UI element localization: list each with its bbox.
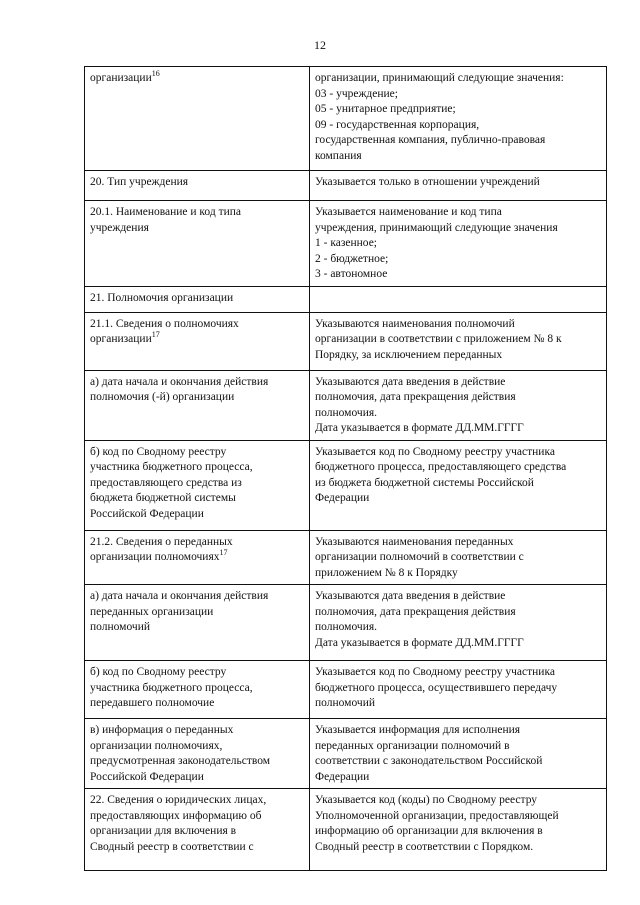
table-row — [85, 661, 607, 719]
field-description-line: компания — [315, 149, 362, 162]
field-name-line: а) дата начала и окончания действия — [90, 590, 269, 602]
field-name-cell — [85, 719, 310, 789]
field-description-cell — [310, 67, 607, 171]
table-row — [85, 789, 607, 871]
field-description-cell — [310, 719, 607, 789]
field-name-line: б) код по Сводному реестру — [90, 445, 227, 458]
field-description-line: Указывается информация для исполнения — [315, 724, 521, 736]
field-description-cell — [310, 312, 607, 370]
page-number: 12 — [314, 38, 326, 52]
field-description-cell — [310, 171, 607, 201]
field-name-line: участника бюджетного процесса, — [90, 461, 253, 473]
field-description-line: Дата указывается в формате ДД.ММ.ГГГГ — [315, 422, 524, 434]
table-row — [85, 440, 607, 530]
table-row — [85, 201, 607, 287]
field-description-line: из бюджета бюджетной системы Российской — [315, 476, 534, 489]
field-description-cell — [310, 201, 607, 287]
field-description-line: Указываются наименования переданных — [315, 535, 514, 548]
field-name-line: 20.1. Наименование и код типа — [90, 206, 242, 218]
field-description-cell — [310, 370, 607, 440]
field-description-line: приложением № 8 к Порядку — [315, 566, 458, 579]
field-name-cell — [85, 286, 310, 312]
field-name-line: 21.1. Сведения о полномочиях — [90, 317, 239, 330]
field-name-cell — [85, 789, 310, 871]
field-description-cell — [310, 286, 607, 312]
field-description-line: бюджетного процесса, предоставляющего средства — [315, 461, 567, 473]
field-description-line: организации, принимающий следующие значения: — [315, 72, 564, 84]
table-row — [85, 585, 607, 661]
field-name-line: 22. Сведения о юридических лицах, — [90, 794, 267, 806]
field-description-line: Федерации — [315, 770, 370, 783]
field-name-line: переданных организации — [90, 605, 214, 618]
field-description-line: Порядку, за исключением переданных — [315, 348, 503, 361]
field-description-line: 03 - учреждение; — [315, 87, 398, 100]
field-name-line: организации$^{17}$ — [90, 330, 160, 345]
footnote-mark: 17 — [151, 330, 160, 340]
footnote-mark: 17 — [219, 548, 228, 558]
field-description-line: Сводный реестр в соответствии с Порядком. — [315, 840, 534, 853]
field-description-line: Указывается код (коды) по Сводному реестру — [315, 794, 538, 806]
field-description-line: учреждения, принимающий следующие значения — [315, 221, 558, 234]
field-name-cell — [85, 585, 310, 661]
field-name-cell — [85, 370, 310, 440]
table-row — [85, 719, 607, 789]
field-name-line: бюджета бюджетной системы — [90, 492, 236, 504]
field-description-line: Указываются дата введения в действие — [315, 590, 506, 602]
field-description-line: бюджетного процесса, осуществившего передачу — [315, 681, 558, 694]
field-description-line: государственная компания, публично-правовая — [315, 134, 546, 146]
field-name-line: 21.2. Сведения о переданных — [90, 535, 233, 548]
field-name-cell — [85, 312, 310, 370]
field-description-cell — [310, 789, 607, 871]
field-description-line: Указываются наименования полномочий — [315, 317, 515, 330]
field-description-line: полномочия, дата прекращения действия — [315, 391, 516, 403]
field-description-cell — [310, 661, 607, 719]
field-description-cell — [310, 585, 607, 661]
field-description-line: полномочия. — [315, 406, 378, 419]
field-name-line: предоставляющих информацию об — [90, 809, 262, 822]
field-name-line: полномочия (-й) организации — [90, 391, 235, 403]
field-name-line: участника бюджетного процесса, — [90, 681, 253, 694]
field-description-line: Указываются дата введения в действие — [315, 375, 506, 388]
field-name-cell — [85, 67, 310, 171]
field-name-line: полномочий — [90, 621, 150, 633]
table-row — [85, 530, 607, 585]
table-row — [85, 286, 607, 312]
field-name-cell — [85, 171, 310, 201]
field-name-line: Российской Федерации — [90, 770, 204, 783]
field-name-line: Сводный реестр в соответствии с — [90, 840, 254, 853]
field-name-line: предоставляющего средства из — [90, 476, 242, 489]
field-description-line: Указывается наименование и код типа — [315, 206, 502, 218]
field-name-line: организации для включения в — [90, 825, 237, 837]
field-name-line: б) код по Сводному реестру — [90, 666, 227, 678]
table-row — [85, 171, 607, 201]
field-description-line: Дата указывается в формате ДД.ММ.ГГГГ — [315, 636, 524, 649]
field-name-line: Российской Федерации — [90, 507, 204, 520]
table-row — [85, 370, 607, 440]
field-description-line: полномочия. — [315, 621, 378, 633]
field-name-line: 20. Тип учреждения — [90, 176, 189, 188]
table-row — [85, 67, 607, 171]
field-description-line: 1 - казенное; — [315, 237, 377, 249]
footnote-mark: 16 — [151, 69, 160, 79]
field-name-line: в) информация о переданных — [90, 724, 234, 736]
field-name-line: предусмотренная законодательством — [90, 755, 271, 767]
field-description-cell — [310, 530, 607, 585]
field-name-line: организации полномочиях, — [90, 739, 223, 752]
field-description-cell — [310, 440, 607, 530]
field-description-line: организации в соответствии с приложением № 8 к — [315, 333, 562, 345]
field-description-line: Уполномоченной организации, предоставляющей — [315, 809, 559, 822]
field-description-line: 09 - государственная корпорация, — [315, 118, 480, 131]
field-description-line: 05 - унитарное предприятие; — [315, 103, 456, 115]
field-description-line: полномочия, дата прекращения действия — [315, 605, 516, 618]
field-name-line: а) дата начала и окончания действия — [90, 375, 269, 388]
table-row — [85, 312, 607, 370]
field-name-cell — [85, 530, 310, 585]
field-description-line: переданных организации полномочий в — [315, 739, 510, 752]
requisites-table — [84, 66, 607, 871]
field-description-line: Указывается код по Сводному реестру участника — [315, 666, 555, 678]
field-name-cell — [85, 661, 310, 719]
field-description-line: 2 - бюджетное; — [315, 252, 389, 265]
field-description-line: информацию об организации для включения в — [315, 825, 543, 837]
field-description-line: организации полномочий в соответствии с — [315, 551, 524, 563]
field-description-line: полномочий — [315, 697, 375, 709]
field-name-line: организации полномочиях$^{17}$ — [90, 548, 228, 563]
field-name-line: учреждения — [90, 221, 149, 234]
field-name-line: организации$^{16}$ — [90, 69, 160, 84]
field-description-line: Федерации — [315, 492, 370, 504]
field-name-cell — [85, 440, 310, 530]
field-description-line: 3 - автономное — [315, 268, 388, 280]
field-name-cell — [85, 201, 310, 287]
field-description-line: соответствии с законодательством Российской — [315, 755, 543, 767]
field-description-line: Указывается только в отношении учреждений — [315, 176, 540, 188]
field-name-line: 21. Полномочия организации — [90, 291, 234, 304]
field-name-line: передавшего полномочие — [90, 697, 215, 709]
field-description-line: Указывается код по Сводному реестру участника — [315, 445, 555, 458]
table-body — [85, 67, 607, 871]
